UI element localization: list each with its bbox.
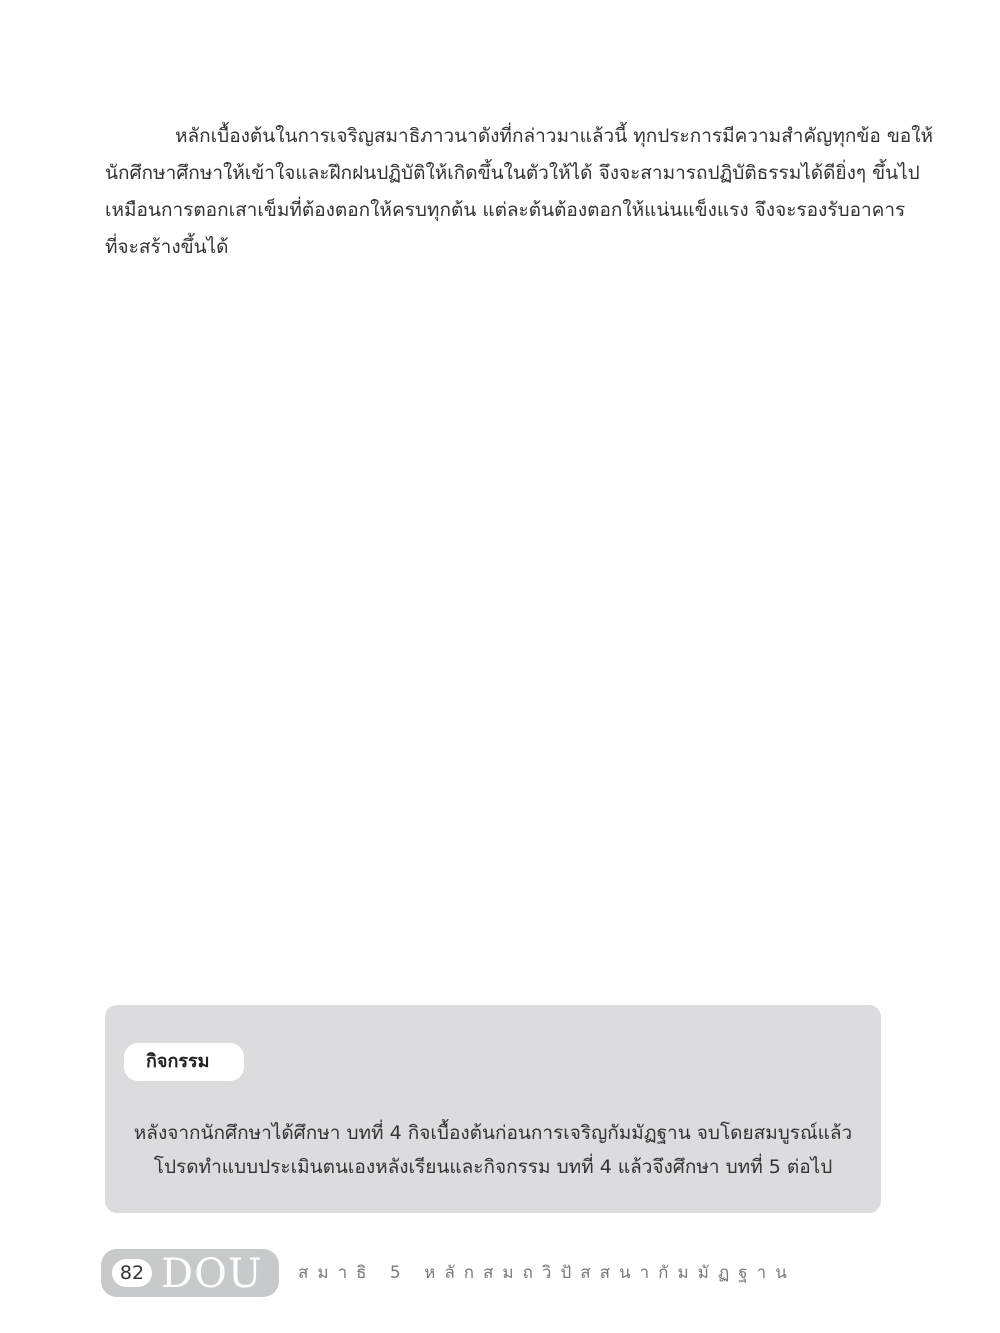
paragraph-line-1: หลักเบื้องต้นในการเจริญสมาธิภาวนาดังที่กล่าวมาแล้วนี้ ทุกประการมีความสำคัญทุกข้อ ขอให้ [175, 125, 934, 147]
footer-book-title: สมาธิ 5 หลักสมถวิปัสสนากัมมัฏฐาน [298, 1263, 796, 1283]
footer-badge [101, 1249, 279, 1297]
paragraph-line-2: นักศึกษาศึกษาให้เข้าใจและฝึกฝนปฏิบัติให้เกิดขึ้นในตัวให้ได้ จึงจะสามารถปฏิบัติธรรมได้ดียิ่งๆ ขึ้นไป [105, 162, 920, 184]
paragraph-line-3: เหมือนการตอกเสาเข็มที่ต้องตอกให้ครบทุกต้น แต่ละต้นต้องตอกให้แน่นแข็งแรง จึงจะรองรับอาคาร [105, 199, 906, 221]
page-number: 82 [112, 1259, 152, 1287]
activity-line-2: โปรดทำแบบประเมินตนเองหลังเรียนและกิจกรรม บทที่ 4 แล้วจึงศึกษา บทที่ 5 ต่อไป [153, 1156, 833, 1178]
dou-logo: DOU [161, 1251, 263, 1297]
paragraph-line-4: ที่จะสร้างขึ้นได้ [105, 236, 229, 258]
activity-line-1: หลังจากนักศึกษาได้ศึกษา บทที่ 4 กิจเบื้องต้นก่อนการเจริญกัมมัฏฐาน จบโดยสมบูรณ์แล้ว [133, 1122, 853, 1144]
activity-box [105, 1005, 881, 1213]
activity-label: กิจกรรม [124, 1043, 244, 1081]
main-paragraph [105, 118, 934, 266]
